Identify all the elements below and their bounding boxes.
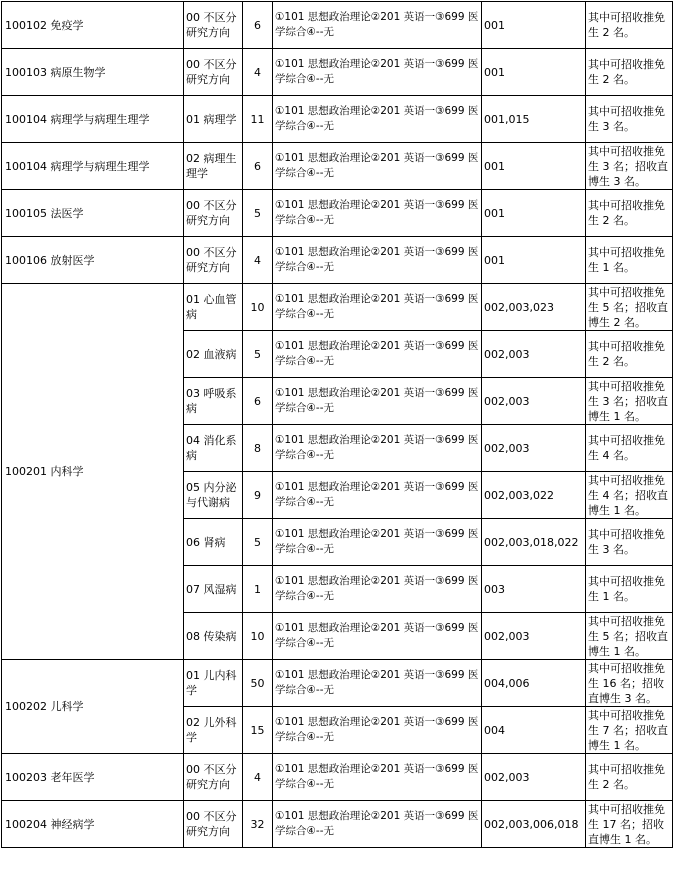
reference-codes-cell: 001 xyxy=(482,237,586,284)
table-row xyxy=(2,49,673,96)
reference-codes-cell: 002,003 xyxy=(482,331,586,378)
exam-subjects-cell: ①101 思想政治理论②201 英语一③699 医学综合④--无 xyxy=(273,660,482,707)
note-cell: 其中可招收推免生 2 名。 xyxy=(586,331,673,378)
note-cell: 其中可招收推免生 2 名。 xyxy=(586,754,673,801)
exam-subjects-cell: ①101 思想政治理论②201 英语一③699 医学综合④--无 xyxy=(273,331,482,378)
count-cell: 6 xyxy=(243,378,273,425)
reference-codes-cell: 001 xyxy=(482,143,586,190)
note-cell: 其中可招收推免生 1 名。 xyxy=(586,566,673,613)
direction-cell: 02 血液病 xyxy=(184,331,243,378)
major-cell: 100103 病原生物学 xyxy=(2,49,184,96)
direction-cell: 00 不区分研究方向 xyxy=(184,801,243,848)
exam-subjects-cell: ①101 思想政治理论②201 英语一③699 医学综合④--无 xyxy=(273,2,482,49)
reference-codes-cell: 001 xyxy=(482,190,586,237)
count-cell: 5 xyxy=(243,331,273,378)
note-cell: 其中可招收推免生 5 名；招收直博生 2 名。 xyxy=(586,284,673,331)
table-row xyxy=(2,660,673,707)
count-cell: 5 xyxy=(243,190,273,237)
note-cell: 其中可招收推免生 1 名。 xyxy=(586,237,673,284)
exam-subjects-cell: ①101 思想政治理论②201 英语一③699 医学综合④--无 xyxy=(273,754,482,801)
exam-subjects-cell: ①101 思想政治理论②201 英语一③699 医学综合④--无 xyxy=(273,284,482,331)
note-cell: 其中可招收推免生 4 名；招收直博生 1 名。 xyxy=(586,472,673,519)
admissions-table xyxy=(1,1,673,848)
note-cell: 其中可招收推免生 2 名。 xyxy=(586,190,673,237)
table-body xyxy=(2,2,673,848)
exam-subjects-cell: ①101 思想政治理论②201 英语一③699 医学综合④--无 xyxy=(273,519,482,566)
count-cell: 1 xyxy=(243,566,273,613)
table-row xyxy=(2,2,673,49)
note-cell: 其中可招收推免生 5 名；招收直博生 1 名。 xyxy=(586,613,673,660)
table-row xyxy=(2,284,673,331)
note-cell: 其中可招收推免生 3 名。 xyxy=(586,96,673,143)
major-cell: 100102 免疫学 xyxy=(2,2,184,49)
direction-cell: 00 不区分研究方向 xyxy=(184,237,243,284)
count-cell: 8 xyxy=(243,425,273,472)
direction-cell: 00 不区分研究方向 xyxy=(184,49,243,96)
exam-subjects-cell: ①101 思想政治理论②201 英语一③699 医学综合④--无 xyxy=(273,96,482,143)
count-cell: 4 xyxy=(243,237,273,284)
exam-subjects-cell: ①101 思想政治理论②201 英语一③699 医学综合④--无 xyxy=(273,566,482,613)
exam-subjects-cell: ①101 思想政治理论②201 英语一③699 医学综合④--无 xyxy=(273,237,482,284)
table-row xyxy=(2,143,673,190)
table-row xyxy=(2,237,673,284)
reference-codes-cell: 001,015 xyxy=(482,96,586,143)
count-cell: 32 xyxy=(243,801,273,848)
count-cell: 10 xyxy=(243,613,273,660)
major-cell: 100104 病理学与病理生理学 xyxy=(2,96,184,143)
direction-cell: 01 儿内科学 xyxy=(184,660,243,707)
count-cell: 6 xyxy=(243,2,273,49)
note-cell: 其中可招收推免生 3 名。 xyxy=(586,519,673,566)
major-cell: 100203 老年医学 xyxy=(2,754,184,801)
reference-codes-cell: 004,006 xyxy=(482,660,586,707)
direction-cell: 03 呼吸系病 xyxy=(184,378,243,425)
direction-cell: 01 心血管病 xyxy=(184,284,243,331)
reference-codes-cell: 002,003 xyxy=(482,754,586,801)
note-cell: 其中可招收推免生 2 名。 xyxy=(586,49,673,96)
count-cell: 15 xyxy=(243,707,273,754)
count-cell: 4 xyxy=(243,754,273,801)
table-row xyxy=(2,801,673,848)
reference-codes-cell: 002,003 xyxy=(482,425,586,472)
note-cell: 其中可招收推免生 3 名；招收直博生 1 名。 xyxy=(586,378,673,425)
reference-codes-cell: 002,003,023 xyxy=(482,284,586,331)
direction-cell: 00 不区分研究方向 xyxy=(184,190,243,237)
note-cell: 其中可招收推免生 17 名；招收直博生 1 名。 xyxy=(586,801,673,848)
major-cell: 100106 放射医学 xyxy=(2,237,184,284)
reference-codes-cell: 002,003,006,018 xyxy=(482,801,586,848)
direction-cell: 08 传染病 xyxy=(184,613,243,660)
reference-codes-cell: 002,003 xyxy=(482,378,586,425)
direction-cell: 02 儿外科学 xyxy=(184,707,243,754)
note-cell: 其中可招收推免生 16 名；招收直博生 3 名。 xyxy=(586,660,673,707)
direction-cell: 01 病理学 xyxy=(184,96,243,143)
exam-subjects-cell: ①101 思想政治理论②201 英语一③699 医学综合④--无 xyxy=(273,143,482,190)
count-cell: 6 xyxy=(243,143,273,190)
major-cell: 100105 法医学 xyxy=(2,190,184,237)
exam-subjects-cell: ①101 思想政治理论②201 英语一③699 医学综合④--无 xyxy=(273,613,482,660)
major-cell: 100104 病理学与病理生理学 xyxy=(2,143,184,190)
reference-codes-cell: 002,003 xyxy=(482,613,586,660)
direction-cell: 00 不区分研究方向 xyxy=(184,2,243,49)
table-row xyxy=(2,190,673,237)
table-row xyxy=(2,754,673,801)
count-cell: 50 xyxy=(243,660,273,707)
direction-cell: 07 风湿病 xyxy=(184,566,243,613)
note-cell: 其中可招收推免生 2 名。 xyxy=(586,2,673,49)
exam-subjects-cell: ①101 思想政治理论②201 英语一③699 医学综合④--无 xyxy=(273,425,482,472)
major-cell: 100201 内科学 xyxy=(2,284,184,660)
exam-subjects-cell: ①101 思想政治理论②201 英语一③699 医学综合④--无 xyxy=(273,190,482,237)
note-cell: 其中可招收推免生 4 名。 xyxy=(586,425,673,472)
direction-cell: 02 病理生理学 xyxy=(184,143,243,190)
note-cell: 其中可招收推免生 7 名；招收直博生 1 名。 xyxy=(586,707,673,754)
count-cell: 10 xyxy=(243,284,273,331)
major-cell: 100202 儿科学 xyxy=(2,660,184,754)
direction-cell: 05 内分泌与代谢病 xyxy=(184,472,243,519)
reference-codes-cell: 002,003,018,022 xyxy=(482,519,586,566)
direction-cell: 00 不区分研究方向 xyxy=(184,754,243,801)
count-cell: 11 xyxy=(243,96,273,143)
exam-subjects-cell: ①101 思想政治理论②201 英语一③699 医学综合④--无 xyxy=(273,707,482,754)
exam-subjects-cell: ①101 思想政治理论②201 英语一③699 医学综合④--无 xyxy=(273,49,482,96)
note-cell: 其中可招收推免生 3 名；招收直博生 3 名。 xyxy=(586,143,673,190)
reference-codes-cell: 003 xyxy=(482,566,586,613)
reference-codes-cell: 002,003,022 xyxy=(482,472,586,519)
table-row xyxy=(2,96,673,143)
count-cell: 4 xyxy=(243,49,273,96)
count-cell: 9 xyxy=(243,472,273,519)
reference-codes-cell: 001 xyxy=(482,2,586,49)
major-cell: 100204 神经病学 xyxy=(2,801,184,848)
count-cell: 5 xyxy=(243,519,273,566)
exam-subjects-cell: ①101 思想政治理论②201 英语一③699 医学综合④--无 xyxy=(273,801,482,848)
reference-codes-cell: 001 xyxy=(482,49,586,96)
direction-cell: 06 肾病 xyxy=(184,519,243,566)
direction-cell: 04 消化系病 xyxy=(184,425,243,472)
exam-subjects-cell: ①101 思想政治理论②201 英语一③699 医学综合④--无 xyxy=(273,472,482,519)
exam-subjects-cell: ①101 思想政治理论②201 英语一③699 医学综合④--无 xyxy=(273,378,482,425)
reference-codes-cell: 004 xyxy=(482,707,586,754)
